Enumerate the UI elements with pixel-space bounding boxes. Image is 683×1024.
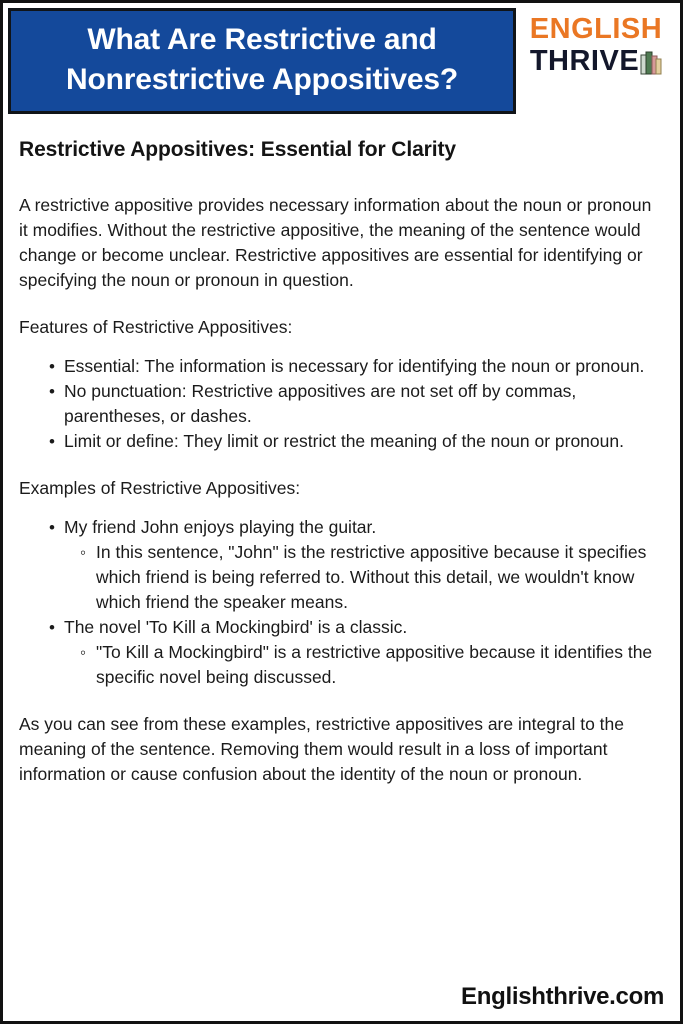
page-header <box>3 3 680 119</box>
list-item <box>19 379 664 429</box>
page-content <box>3 119 680 787</box>
page-title-line-2: Nonrestrictive Appositives? <box>66 63 458 96</box>
books-icon <box>640 51 662 75</box>
list-item: ◦ "To Kill a Mockingbird" is a restrictive appositive because it identifies the specific novel being discussed. <box>64 640 664 690</box>
example-text: • My friend John enjoys playing the guitar. <box>64 517 376 537</box>
list-item <box>19 429 664 454</box>
examples-label: Examples of Restrictive Appositives: <box>19 478 301 498</box>
closing-paragraph: As you can see from these examples, restrictive appositives are integral to the meaning of the sentence. Removing them would result in a loss of important information or cause confusion about the identity of the noun or pronoun. <box>19 714 625 784</box>
section-heading: Restrictive Appositives: Essential for Clarity <box>19 138 456 161</box>
site-footer: Englishthrive.com <box>461 983 664 1010</box>
page-title-line-1: What Are Restrictive and <box>87 23 437 56</box>
title-banner <box>8 8 516 114</box>
intro-paragraph: A restrictive appositive provides necessary information about the noun or pronoun it modifies. Without the restrictive appositive, the meaning of the sentence would change or become unclear. Restrictive appositives are essential for identifying or specifying the noun or pronoun in question. <box>19 195 652 290</box>
feature-text: • Limit or define: They limit or restrict the meaning of the noun or pronoun. <box>64 431 624 451</box>
brand-logo <box>516 3 680 77</box>
feature-text: • Essential: The information is necessary for identifying the noun or pronoun. <box>64 356 644 376</box>
list-item <box>19 354 664 379</box>
features-label: Features of Restrictive Appositives: <box>19 317 293 337</box>
list-item <box>19 515 664 615</box>
example-text: • The novel 'To Kill a Mockingbird' is a classic. <box>64 617 407 637</box>
list-item <box>19 615 664 690</box>
logo-word-english: ENGLISH <box>529 13 663 45</box>
example-note-list <box>64 640 664 690</box>
example-note-list <box>64 540 664 615</box>
logo-bottom-row <box>530 45 662 77</box>
examples-list <box>19 515 664 690</box>
features-list <box>19 354 664 454</box>
logo-word-thrive: THRIVE <box>529 45 640 77</box>
list-item: ◦ In this sentence, "John" is the restrictive appositive because it specifies which friend is being referred to. Without this detail, we wouldn't know which friend the speaker means. <box>64 540 664 615</box>
feature-text: • No punctuation: Restrictive appositives are not set off by commas, parentheses, or dashes. <box>64 381 576 426</box>
